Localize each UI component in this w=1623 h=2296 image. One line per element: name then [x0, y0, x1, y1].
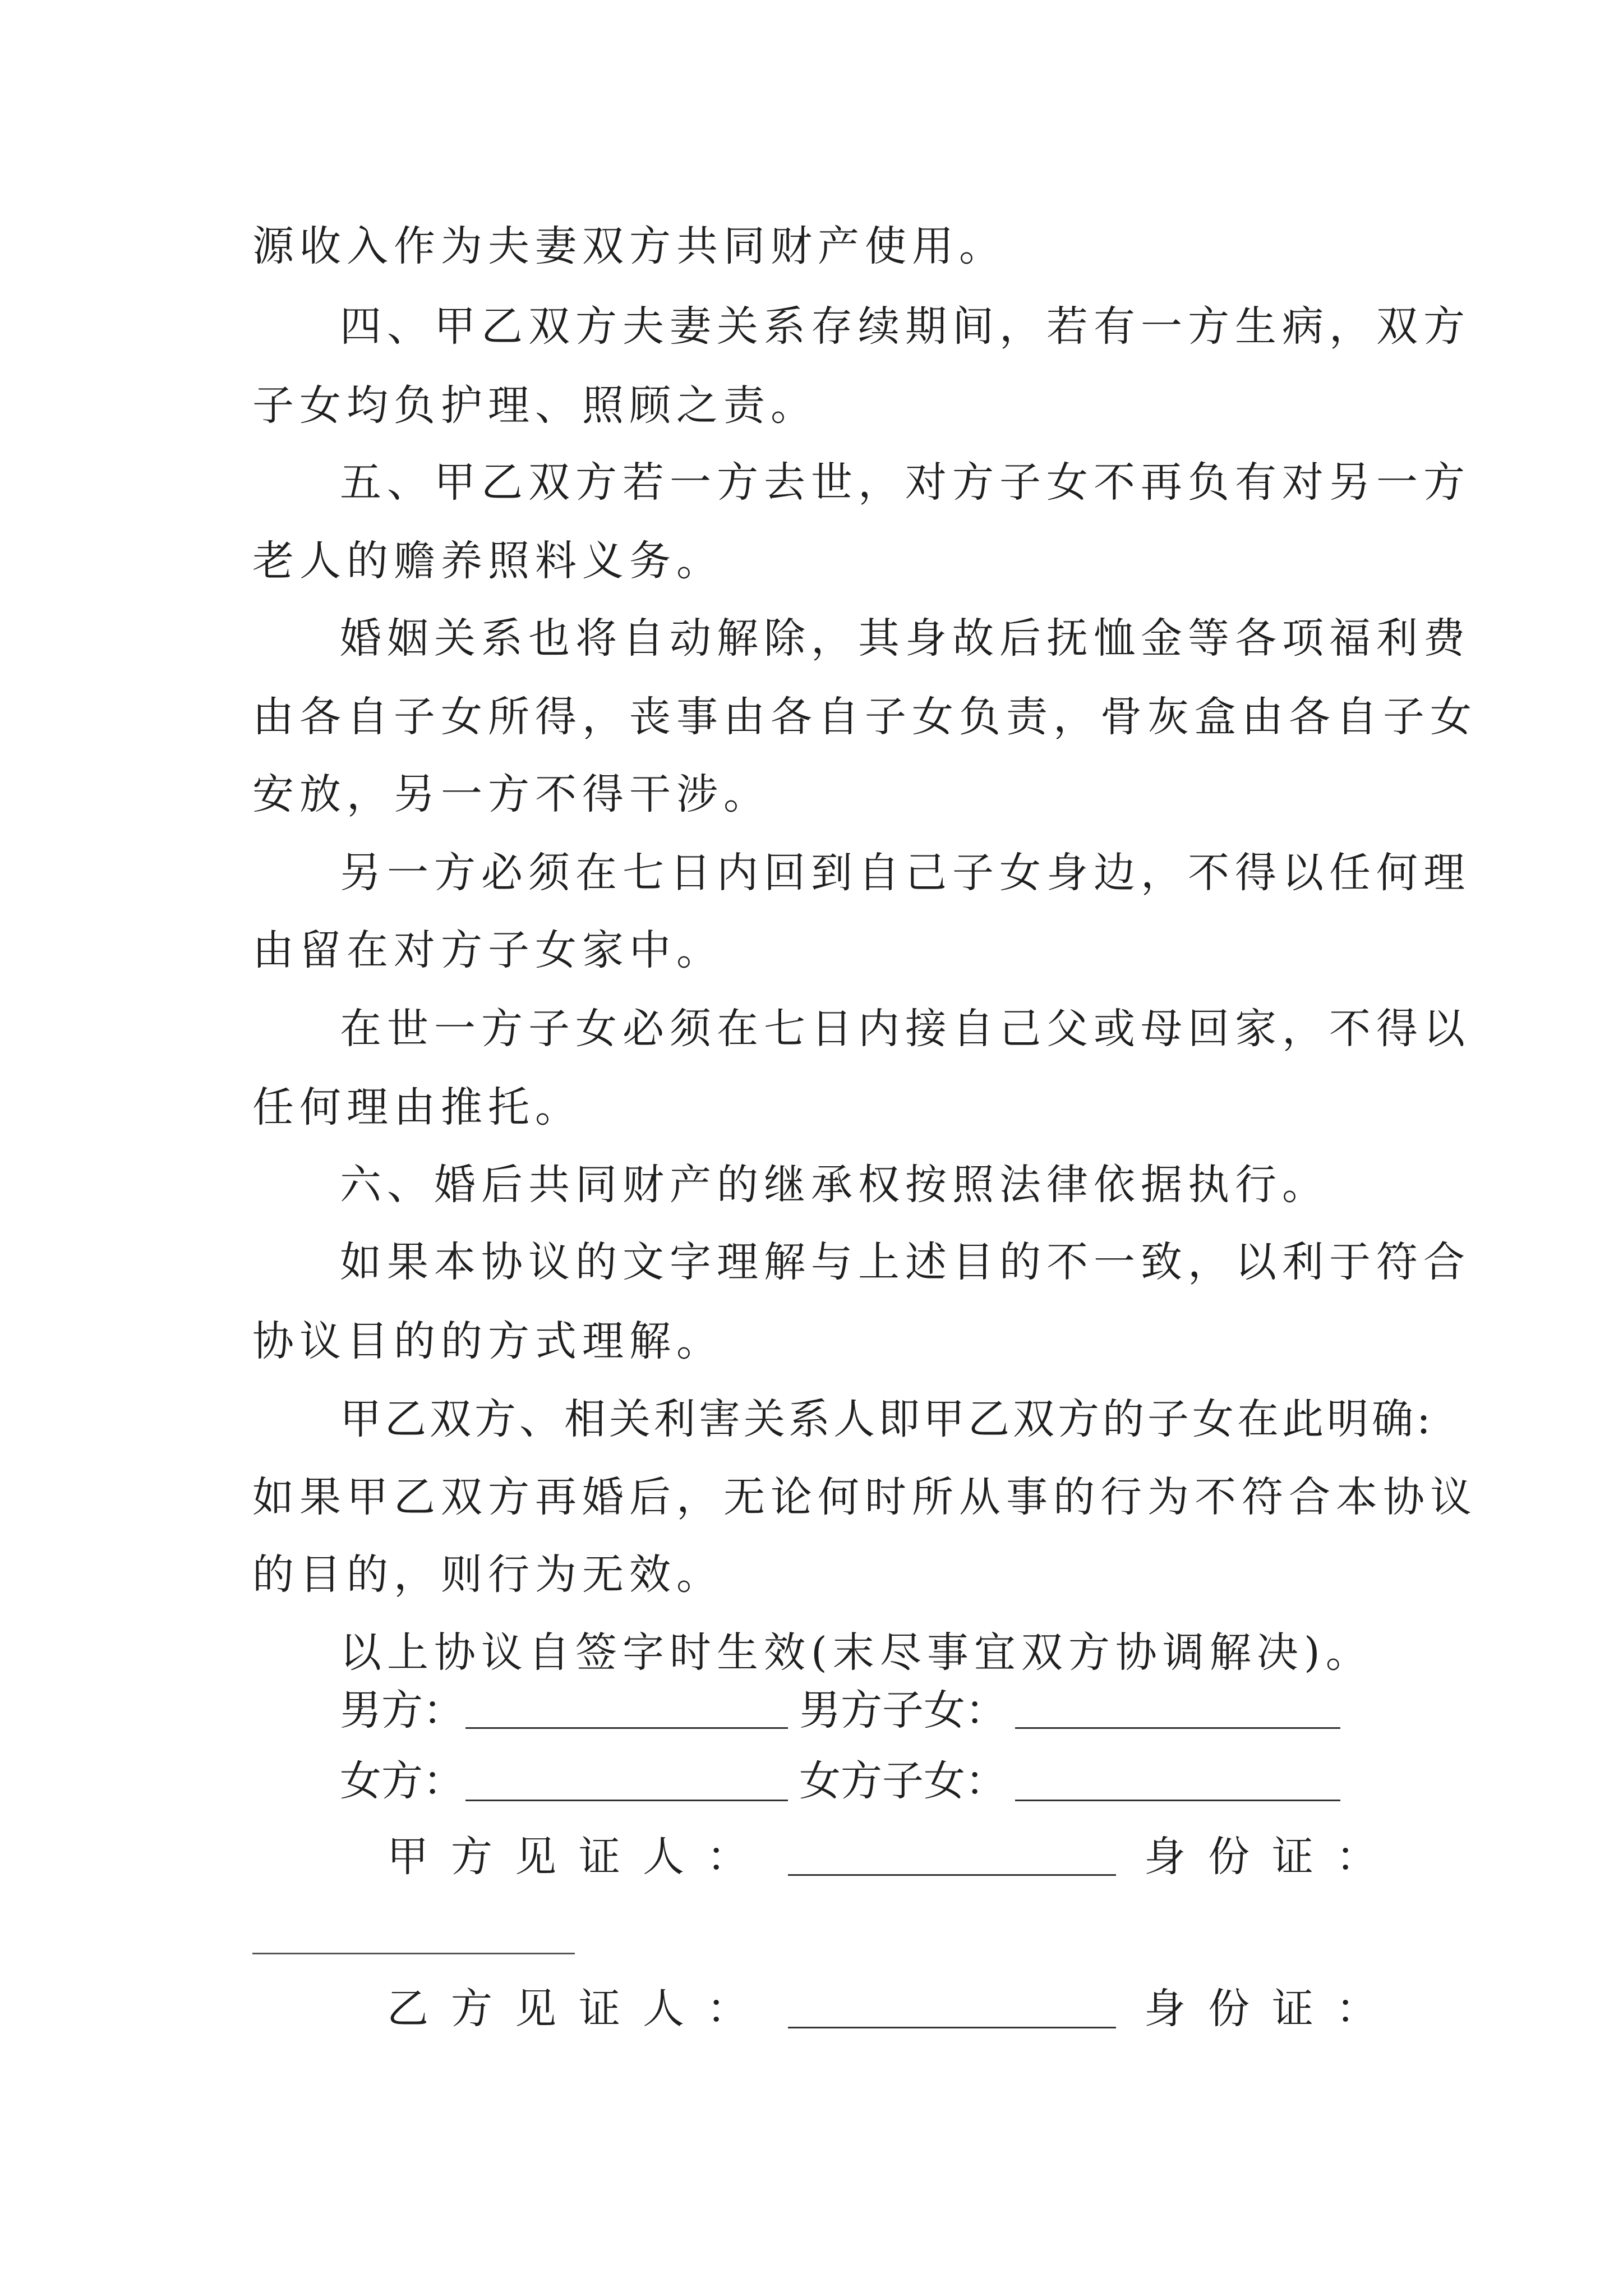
witness-a-label: 甲方见证人： — [387, 1833, 771, 1881]
paragraph-line: 安放，另一方不得干涉。 — [252, 770, 771, 818]
witness-b-label: 乙方见证人： — [387, 1985, 771, 2033]
paragraph-line: 如果甲乙双方再婚后，无论何时所从事的行为不符合本协议 — [252, 1473, 1477, 1521]
paragraph-line: 以上协议自签字时生效(末尽事宜双方协调解决)。 — [340, 1628, 1373, 1677]
paragraph-line: 在世一方子女必须在七日内接自己父或母回家，不得以 — [340, 1005, 1470, 1053]
paragraph-line: 子女均负护理、照顾之责。 — [252, 381, 818, 430]
female-label: 女方： — [340, 1757, 464, 1805]
divider — [252, 1953, 575, 1954]
paragraph-line: 六、婚后共同财产的继承权按照法律依据执行。 — [340, 1161, 1329, 1209]
paragraph-line: 老人的赡养照料义务。 — [252, 537, 723, 585]
paragraph-line: 四、甲乙双方夫妻关系存续期间，若有一方生病，双方 — [340, 302, 1470, 351]
paragraph-line: 如果本协议的文字理解与上述目的不一致，以利于符合 — [340, 1238, 1470, 1286]
paragraph-line: 的目的，则行为无效。 — [252, 1550, 723, 1599]
paragraph-line: 任何理由推托。 — [252, 1083, 582, 1131]
witness-a-signature-line[interactable] — [788, 1874, 1116, 1876]
paragraph-line: 源收入作为夫妻双方共同财产使用。 — [252, 222, 1006, 270]
paragraph-line: 婚姻关系也将自动解除，其身故后抚恤金等各项福利费 — [340, 614, 1470, 662]
witness-a-id-label: 身份证： — [1144, 1833, 1400, 1881]
male-label: 男方： — [340, 1686, 464, 1734]
paragraph-line: 另一方必须在七日内回到自己子女身边，不得以任何理 — [340, 849, 1470, 897]
male-children-label: 男方子女： — [799, 1686, 1007, 1734]
paragraph-line: 协议目的的方式理解。 — [252, 1317, 723, 1365]
female-children-label: 女方子女： — [799, 1757, 1007, 1805]
witness-b-id-label: 身份证： — [1144, 1985, 1400, 2033]
male-signature-line[interactable] — [465, 1727, 788, 1729]
paragraph-line: 五、甲乙双方若一方去世，对方子女不再负有对另一方 — [340, 458, 1470, 507]
female-children-signature-line[interactable] — [1015, 1799, 1340, 1801]
witness-b-signature-line[interactable] — [788, 2026, 1116, 2028]
female-signature-line[interactable] — [465, 1799, 788, 1801]
paragraph-line: 由各自子女所得，丧事由各自子女负责，骨灰盒由各自子女 — [252, 693, 1477, 741]
paragraph-line: 由留在对方子女家中。 — [252, 926, 723, 974]
male-children-signature-line[interactable] — [1015, 1727, 1340, 1729]
paragraph-line: 甲乙双方、相关利害关系人即甲乙双方的子女在此明确: — [340, 1395, 1434, 1443]
